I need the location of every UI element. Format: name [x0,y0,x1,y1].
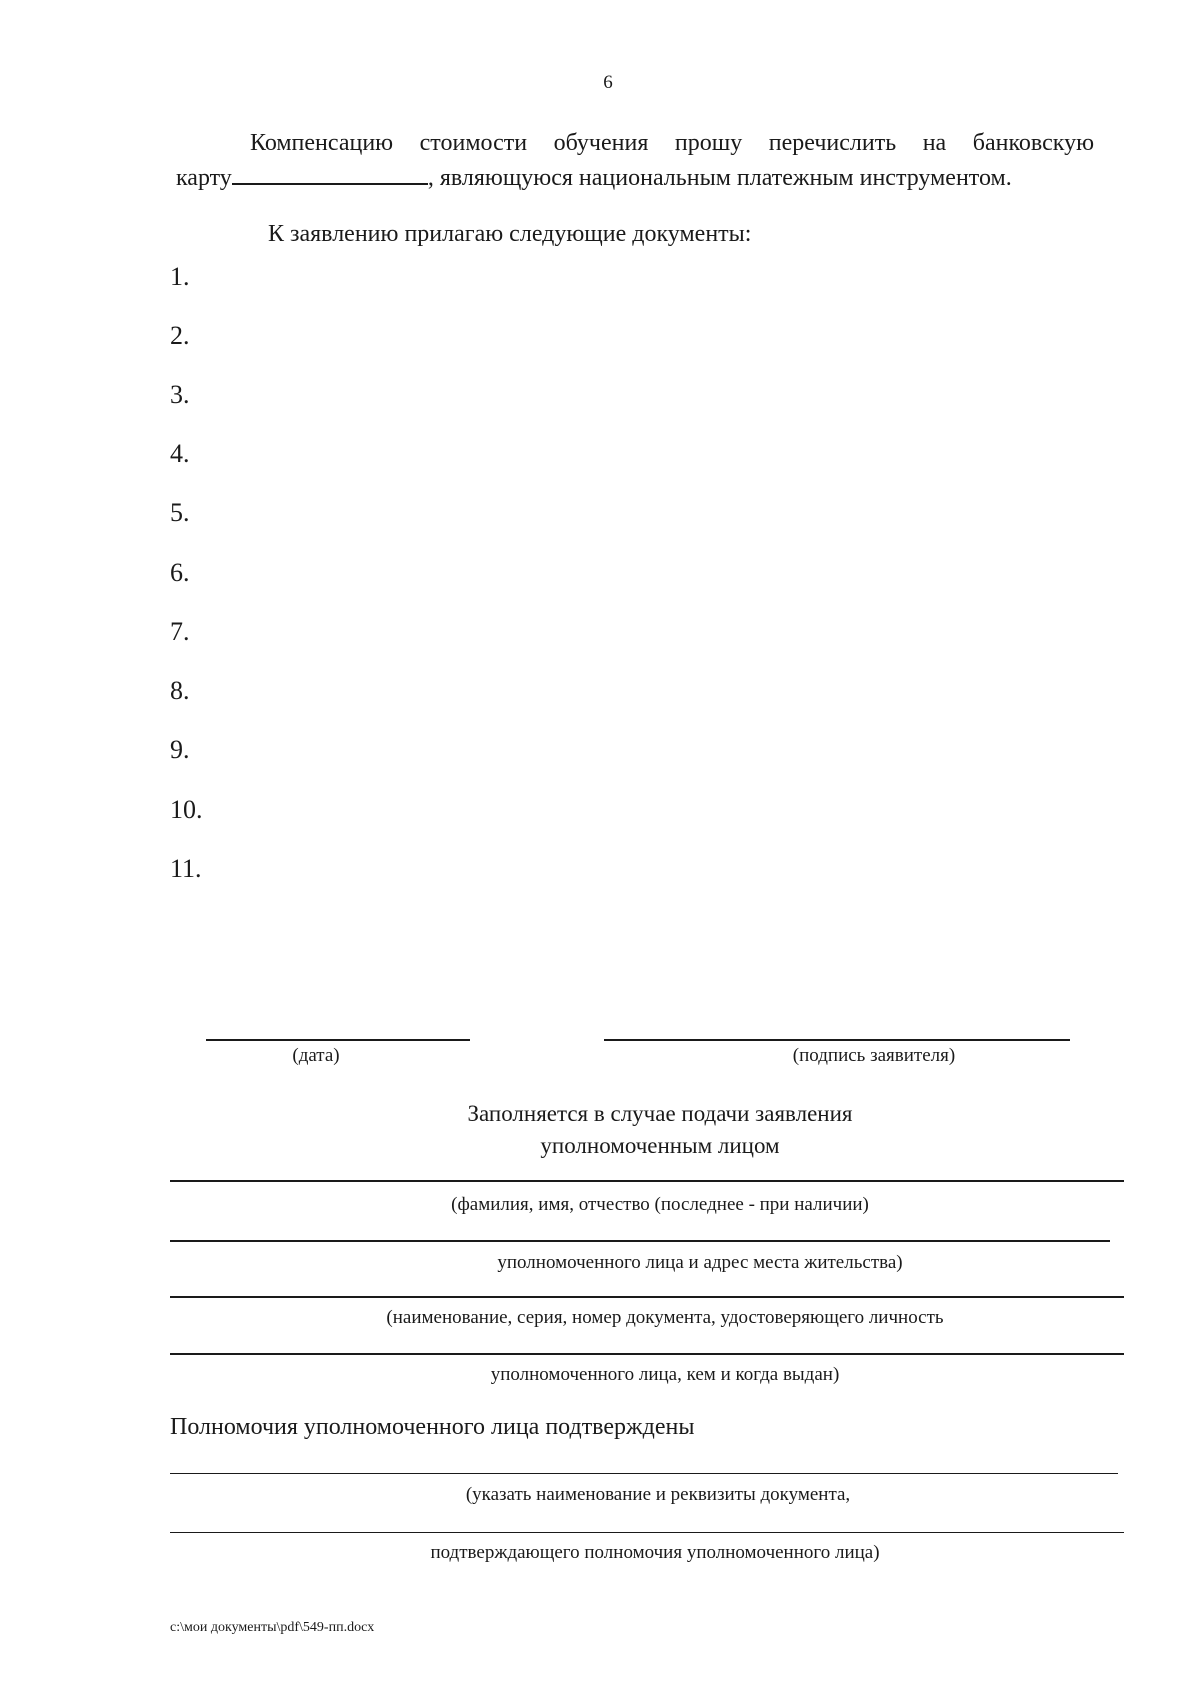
attachment-item-number: 7. [170,617,190,646]
authority-doc-line[interactable] [170,1473,1118,1474]
authority-confirm-line[interactable] [170,1532,1124,1533]
attachment-item-number: 2. [170,321,190,350]
date-line[interactable] [206,1039,470,1041]
signature-line[interactable] [604,1039,1070,1041]
representative-heading-line2: уполномоченным лицом [540,1133,780,1158]
representative-issued-line[interactable] [170,1353,1124,1355]
attachment-item-number: 10. [170,795,203,824]
attachment-item-number: 8. [170,676,190,705]
authority-doc-caption: (указать наименование и реквизиты документа, [465,1484,851,1505]
authority-statement: Полномочия уполномоченного лица подтверждены [170,1414,695,1440]
attachment-item-number: 5. [170,498,190,527]
representative-heading-line1: Заполняется в случае подачи заявления [467,1101,853,1126]
compensation-paragraph-line1: Компенсацию стоимости обучения прошу перечислить на банковскую [250,130,1094,156]
representative-issued-caption: уполномоченного лица, кем и когда выдан) [490,1364,840,1385]
attachments-intro: К заявлению прилагаю следующие документы: [268,221,752,247]
card-suffix-text: , являющуюся национальным платежным инструментом. [427,165,1012,191]
card-prefix-text: карту [176,165,232,191]
attachment-item-number: 9. [170,735,190,764]
representative-name-line[interactable] [170,1180,1124,1182]
page-number: 6 [603,72,613,93]
attachment-item-number: 4. [170,439,190,468]
compensation-paragraph-line2 [176,163,1012,192]
attachment-item-number: 6. [170,558,190,587]
footer-file-path: c:\мои документы\pdf\549-пп.docx [170,1620,375,1635]
representative-name-caption: (фамилия, имя, отчество (последнее - при наличии) [451,1194,869,1215]
signature-caption: (подпись заявителя) [792,1045,956,1066]
attachment-item-number: 1. [170,262,190,291]
representative-address-caption: уполномоченного лица и адрес места жительства) [497,1252,903,1273]
representative-id-doc-line[interactable] [170,1296,1124,1298]
attachment-item-number: 11. [170,854,202,883]
representative-id-doc-caption: (наименование, серия, номер документа, удостоверяющего личность [386,1307,944,1328]
authority-confirm-caption: подтверждающего полномочия уполномоченного лица) [430,1542,880,1563]
card-number-blank[interactable] [232,163,428,185]
attachment-item-number: 3. [170,380,190,409]
representative-address-line[interactable] [170,1240,1110,1242]
date-caption: (дата) [292,1045,340,1066]
